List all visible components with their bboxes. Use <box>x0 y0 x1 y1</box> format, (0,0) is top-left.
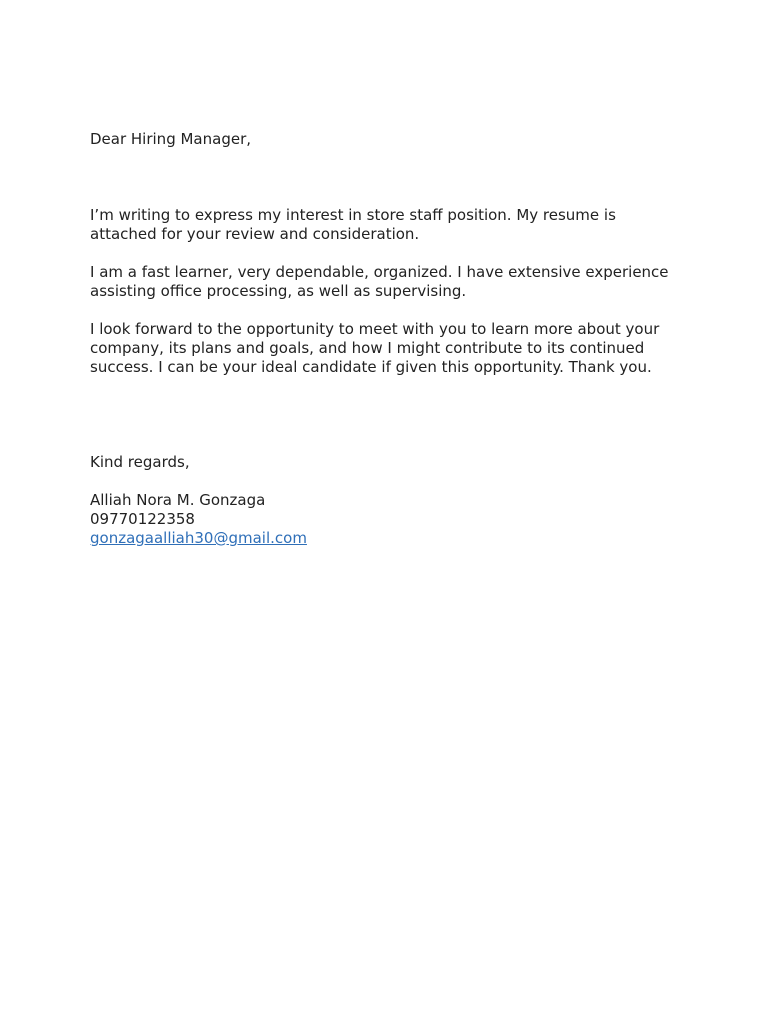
paragraph-qualities: I am a fast learner, very dependable, organized. I have extensive experience assisting office processing, as well as supervising. <box>90 263 669 300</box>
signature-phone: 09770122358 <box>90 510 195 528</box>
signature-email-link[interactable]: gonzagaalliah30@gmail.com <box>90 529 307 547</box>
cover-letter <box>90 130 690 548</box>
closing-phrase: Kind regards, <box>90 453 190 471</box>
salutation: Dear Hiring Manager, <box>90 130 252 148</box>
signature-name: Alliah Nora M. Gonzaga <box>90 491 266 509</box>
paragraph-interest: I’m writing to express my interest in store staff position. My resume is attached for your review and consideration. <box>90 206 616 243</box>
paragraph-closing-statement: I look forward to the opportunity to meet with you to learn more about your company, its plans and goals, and how I might contribute to its continued success. I can be your ideal candidate if given this opportunity. Thank you. <box>90 320 660 376</box>
